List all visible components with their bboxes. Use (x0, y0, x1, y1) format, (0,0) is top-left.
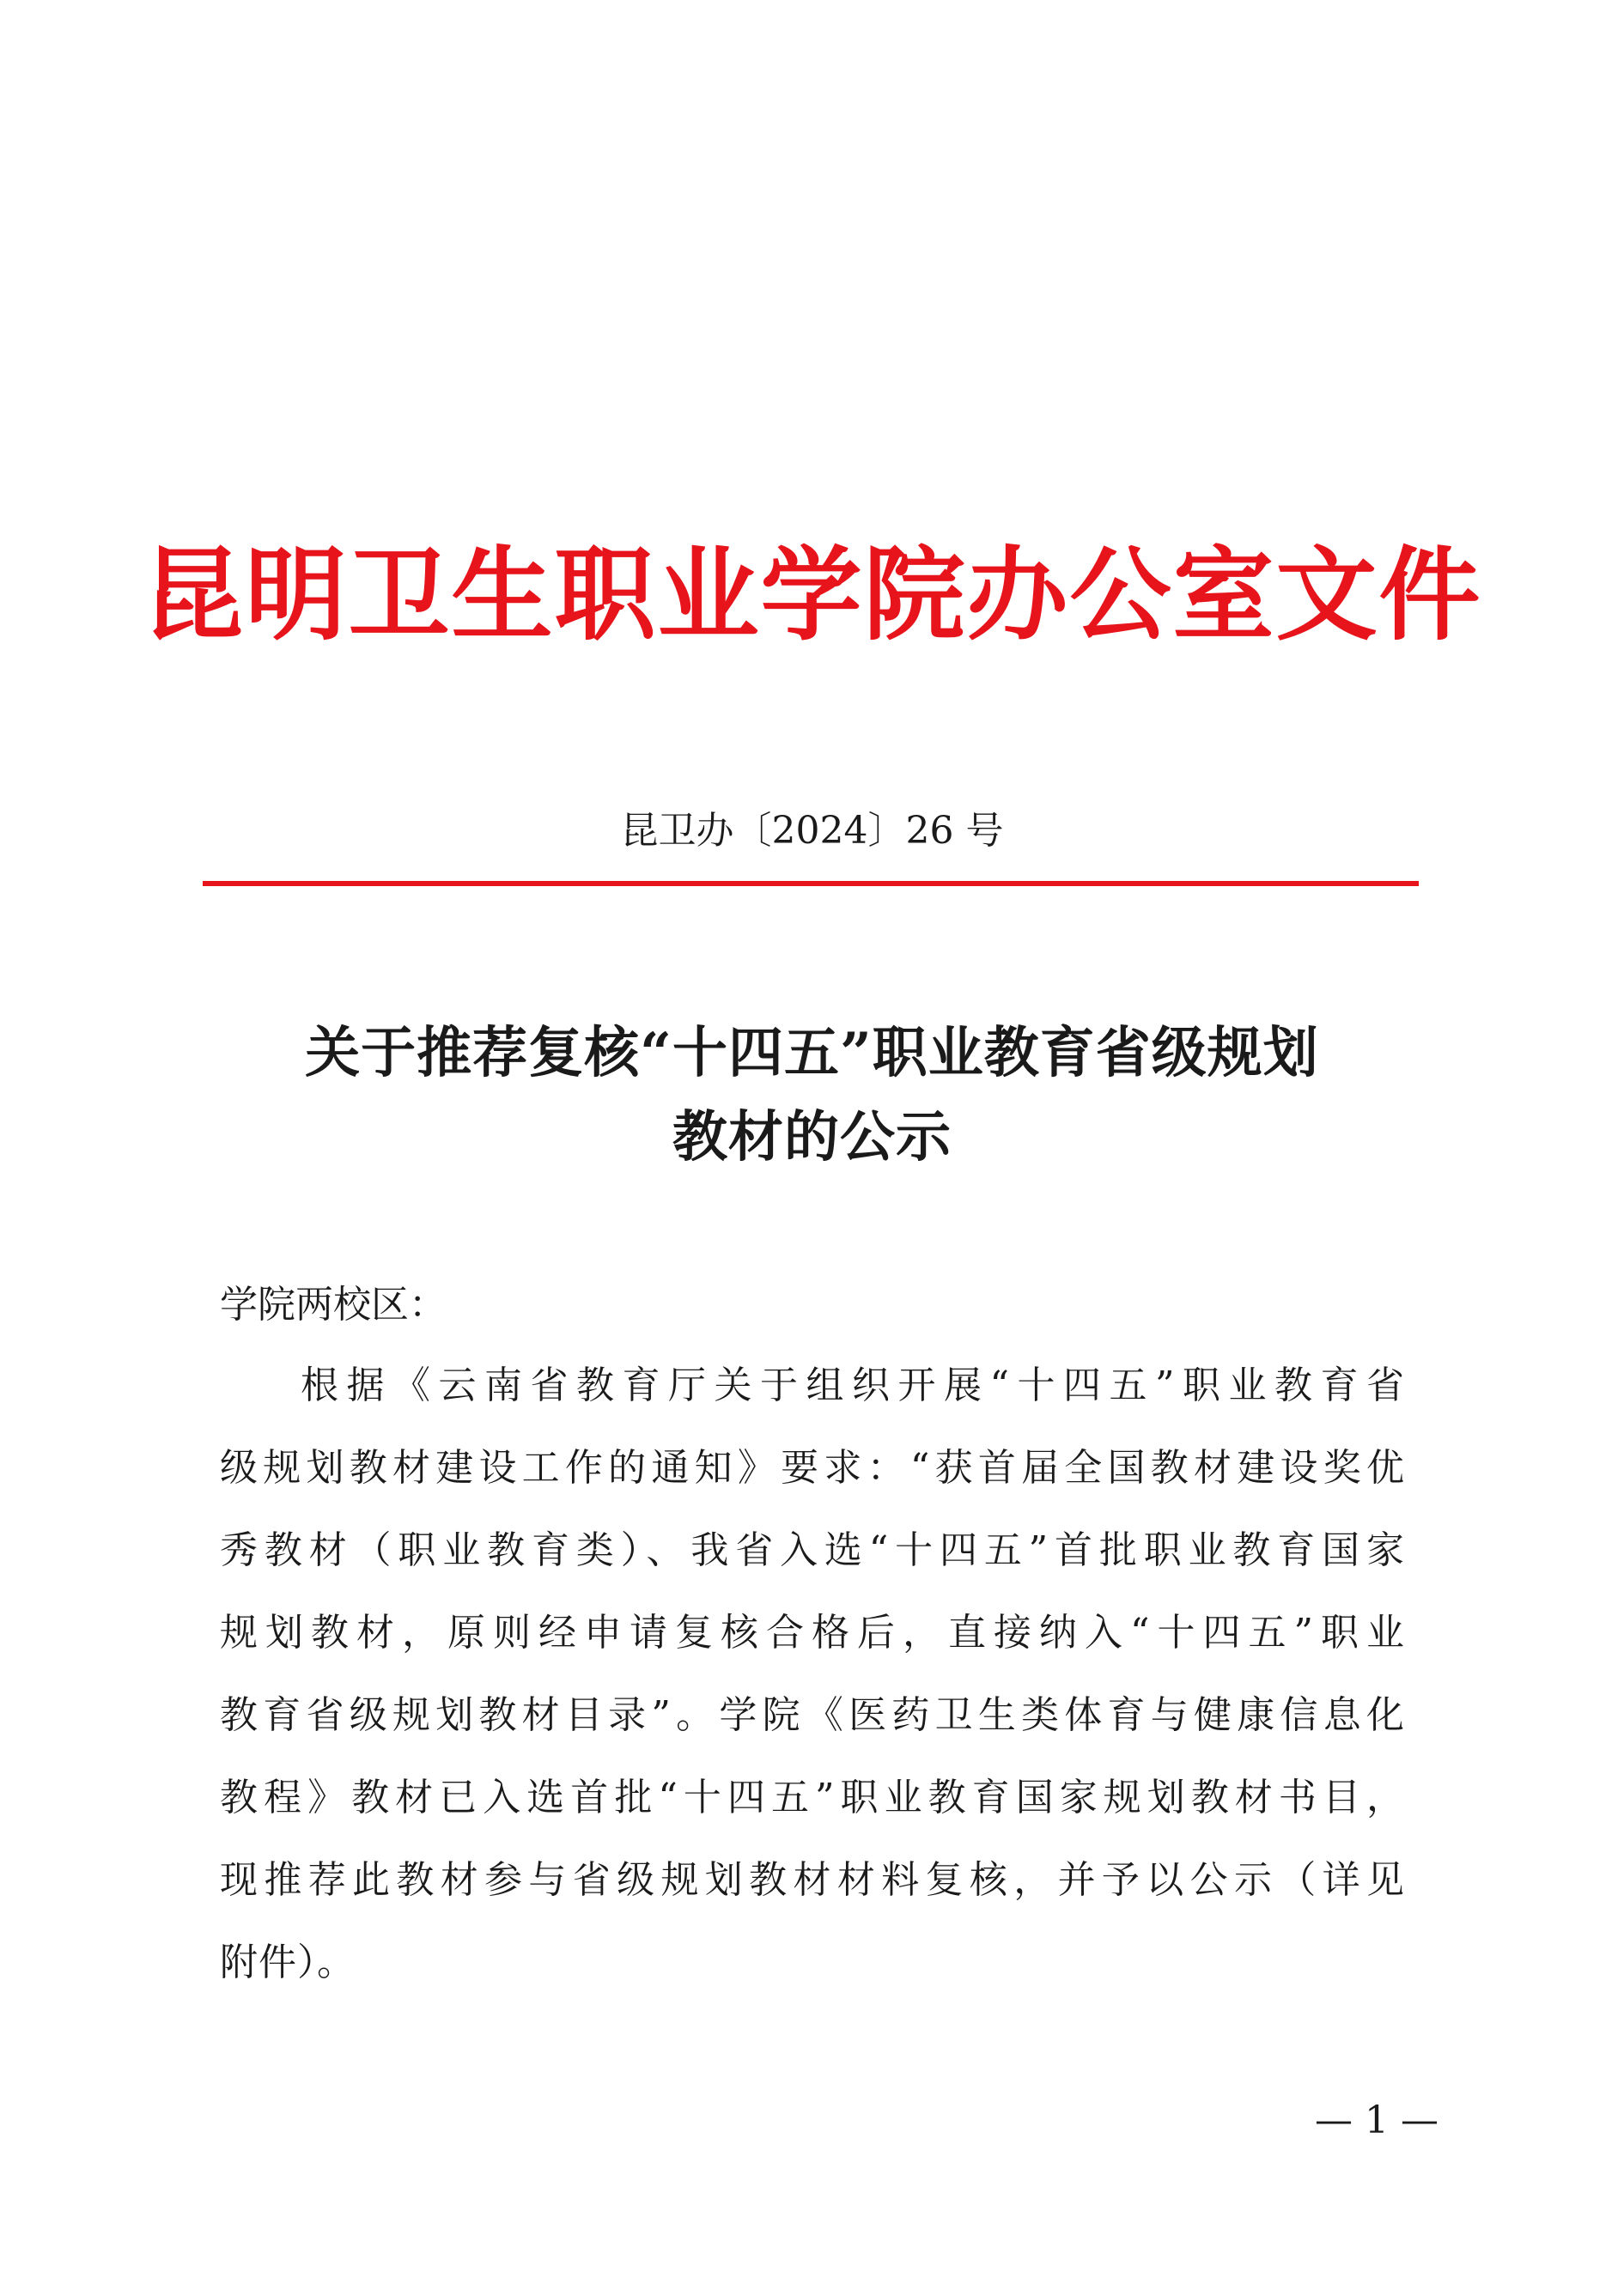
body-line-2: 级规划教材建设工作的通知》要求：“获首届全国教材建设奖优 (220, 1446, 1405, 1490)
body-line-5: 教育省级规划教材目录”。学院《医药卫生类体育与健康信息化 (220, 1693, 1405, 1737)
body-line-3: 秀教材（职业教育类）、我省入选“十四五”首批职业教育国家 (220, 1528, 1405, 1572)
red-separator-line (203, 881, 1419, 886)
body-line-4: 规划教材，原则经申请复核合格后，直接纳入“十四五”职业 (220, 1611, 1405, 1655)
page-number: — 1 — (1315, 2099, 1438, 2142)
body-line-7: 现推荐此教材参与省级规划教材材料复核，并予以公示（详见 (220, 1858, 1405, 1902)
document-title-line-2: 教材的公示 (672, 1105, 952, 1169)
document-number: 昆卫办〔2024〕26 号 (620, 809, 1004, 853)
body-line-8: 附件）。 (220, 1941, 356, 1984)
document-title (172, 1011, 1452, 1180)
masthead-title: 昆明卫生职业学院办公室文件 (142, 535, 1482, 654)
document-title-line-1: 关于推荐复核“十四五”职业教育省级规划 (305, 1021, 1319, 1085)
addressee: 学院两校区： (220, 1283, 447, 1327)
body-line-6: 教程》教材已入选首批“十四五”职业教育国家规划教材书目， (220, 1776, 1405, 1819)
body-line-1: 根据《云南省教育厅关于组织开展“十四五”职业教育省 (301, 1364, 1405, 1407)
